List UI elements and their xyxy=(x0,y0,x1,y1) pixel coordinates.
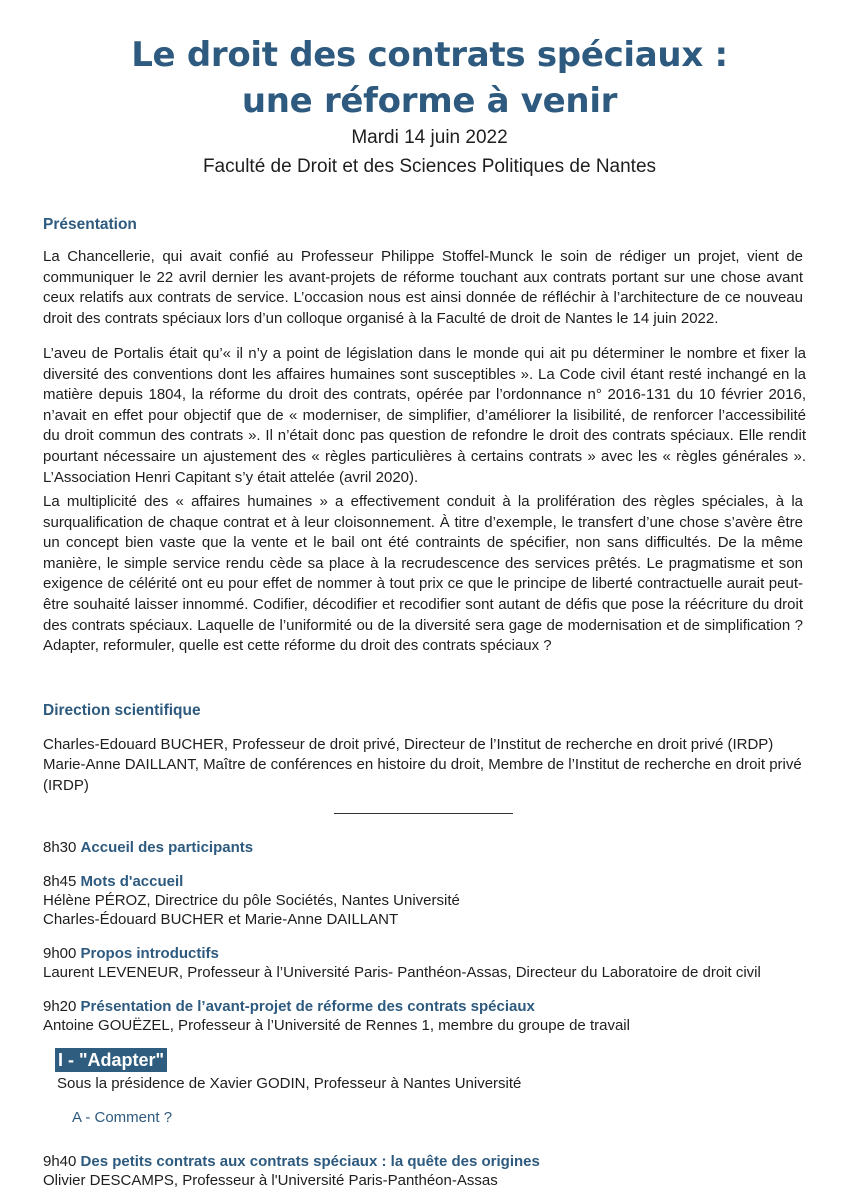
programme-time: 8h30 xyxy=(43,839,77,856)
presentation-paragraph-3: La multiplicité des « affaires humaines » a effectivement conduit à la prolifération des règles spéciales, à la surqualification de chaque contrat et à leur cloisonnement. À titre d’exemple, le transfert d’une chose s’avère être un concept bien vaste que la vente et le bail ont été contraints de spécifier, non sans difficultés. De la même manière, le simple service rendu cède sa place à la recrudescence des services prêtés. Le pragmatisme et son exigence de célérité ont eu pour effet de nommer à tout prix ce que le principe de liberté contractuelle aurait peut-être souhaité laisser innommé. Codifier, décodifier et recodifier sont autant de défis que pose la réécriture du droit des contrats spéciaux. Laquelle de l’uniformité ou de la diversité sera gage de modernisation et de simplification ? Adapter, reformuler, quelle est cette réforme du droit des contrats spéciaux ? xyxy=(43,493,803,655)
programme-title: Accueil des participants xyxy=(80,839,254,856)
director-bucher: Charles-Edouard BUCHER, Professeur de droit privé, Directeur de l’Institut de recherche en droit privé (IRDP) xyxy=(43,736,774,753)
section-divider xyxy=(334,813,513,814)
programme-time: 9h00 xyxy=(43,945,77,962)
presentation-paragraph-1: La Chancellerie, qui avait confié au Professeur Philippe Stoffel-Munck le soin de rédiger un projet, vient de communiquer le 22 avril dernier les avant-projets de réforme touchant aux contrats portant sur une chose avant ceux relatifs aux contrats de service. L’occasion nous est ainsi donnée de réfléchir à l’architecture de ce nouveau droit des contrats spéciaux lors d’un colloque organisé à la Faculté de droit de Nantes le 14 juin 2022. xyxy=(43,248,803,327)
presentation-heading: Présentation xyxy=(43,216,137,233)
event-date: Mardi 14 juin 2022 xyxy=(351,127,508,148)
speaker-line: Hélène PÉROZ, Directrice du pôle Sociétés, Nantes Université xyxy=(43,892,460,909)
programme-item-accueil xyxy=(43,838,823,857)
speaker-line: Olivier DESCAMPS, Professeur à l'Université Paris-Panthéon-Assas xyxy=(43,1172,498,1189)
direction-heading: Direction scientifique xyxy=(43,702,201,719)
programme-time: 9h20 xyxy=(43,998,77,1015)
speaker-line: Charles-Édouard BUCHER et Marie-Anne DAILLANT xyxy=(43,911,399,928)
speaker-line: Laurent LEVENEUR, Professeur à l’Université Paris- Panthéon-Assas, Directeur du Laboratoire de droit civil xyxy=(43,964,761,981)
presentation-paragraph-2: L’aveu de Portalis était qu’« il n’y a point de législation dans le monde qui ait pu déterminer le nombre et fixer la diversité des conventions dont les affaires humaines sont susceptibles ». La Code civil étant resté inchangé en la matière depuis 1804, la réforme du droit des contrats, opérée par l’ordonnance n° 2016-131 du 10 février 2016, n’avait en effet pour objectif que de « moderniser, de simplifier, d’améliorer la lisibilité, de renforcer l’accessibilité du droit commun des contrats ». Il n’était donc pas question de refondre le droit des contrats spéciaux. Elle rendit pourtant nécessaire un ajustement des « règles particulières à certains contrats » avec les « règles générales ». L’Association Henri Capitant s’y était attelée (avril 2020). xyxy=(43,345,806,486)
title-line-2: une réforme à venir xyxy=(241,81,618,121)
director-daillant: Marie-Anne DAILLANT, Maître de conférences en histoire du droit, Membre de l’Institut de recherche en droit privé (IRDP) xyxy=(43,756,802,794)
programme-title: Propos introductifs xyxy=(80,945,219,962)
programme-item-mots-accueil xyxy=(43,872,823,929)
programme-item-petits-contrats xyxy=(43,1152,823,1190)
programme-title: Mots d'accueil xyxy=(80,873,184,890)
part-one-subsection: A - Comment ? xyxy=(72,1109,173,1126)
programme-item-avant-projet xyxy=(43,997,823,1035)
speaker-line: Antoine GOUËZEL, Professeur à l’Université de Rennes 1, membre du groupe de travail xyxy=(43,1017,630,1034)
event-venue: Faculté de Droit et des Sciences Politiques de Nantes xyxy=(202,156,657,177)
programme-item-propos-introductifs xyxy=(43,944,823,982)
title-line-1: Le droit des contrats spéciaux : xyxy=(131,35,728,75)
programme-title: Des petits contrats aux contrats spéciaux : la quête des origines xyxy=(80,1153,540,1170)
part-one-chair: Sous la présidence de Xavier GODIN, Professeur à Nantes Université xyxy=(57,1075,522,1092)
part-one-label[interactable]: I - "Adapter" xyxy=(55,1048,167,1072)
programme-time: 9h40 xyxy=(43,1153,77,1170)
document-title xyxy=(0,32,859,124)
programme-time: 8h45 xyxy=(43,873,77,890)
programme-title: Présentation de l’avant-projet de réforme des contrats spéciaux xyxy=(80,998,535,1015)
